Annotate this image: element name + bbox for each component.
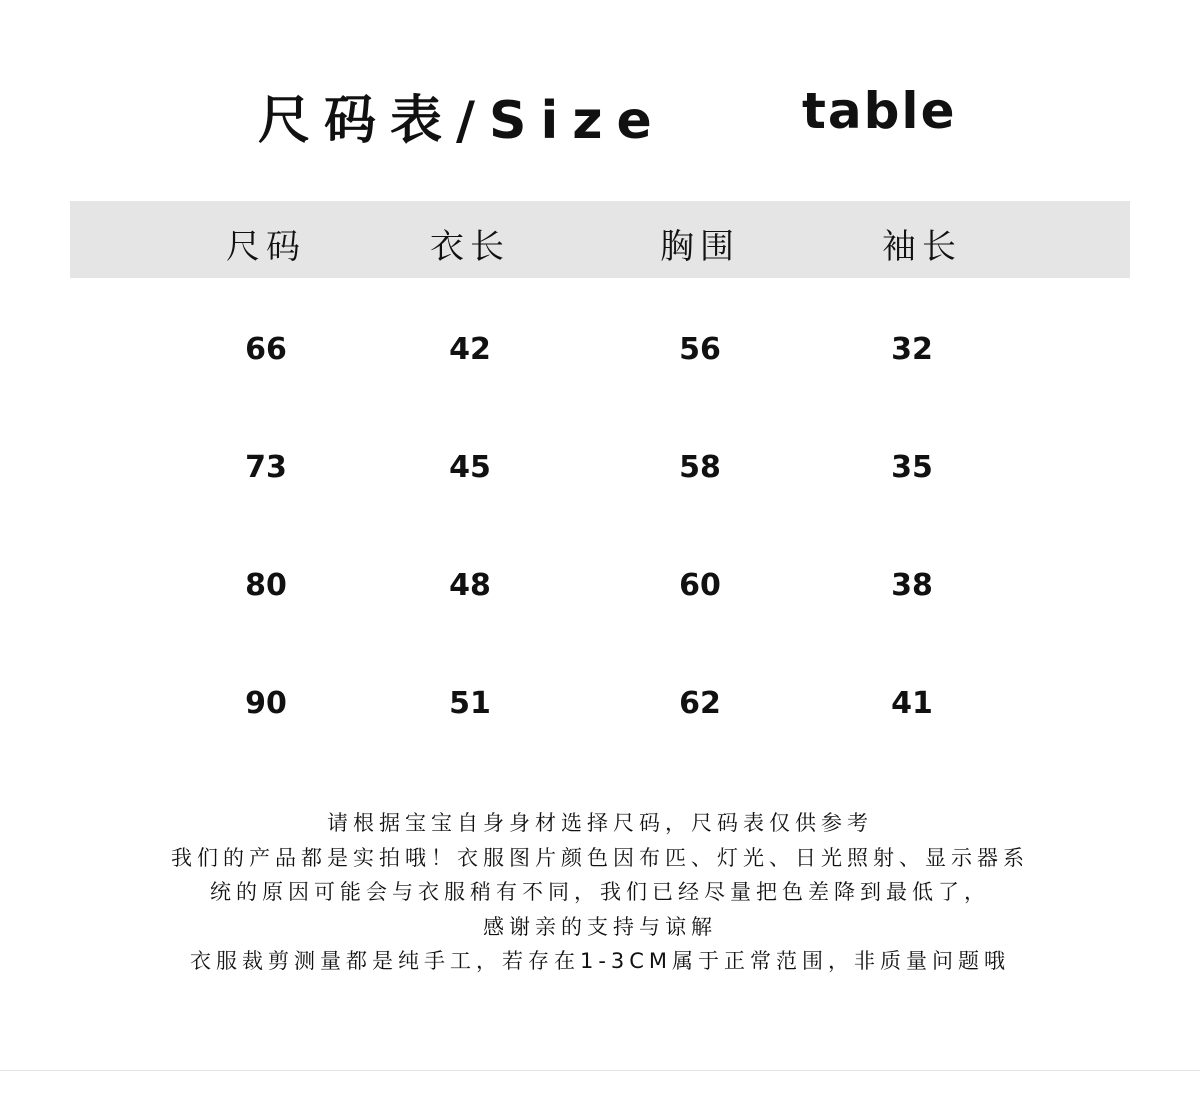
cell-length: 42 (449, 332, 491, 367)
title-right-text: table (802, 82, 957, 140)
size-notes (0, 806, 1200, 979)
table-header-row (70, 201, 1130, 278)
cell-size: 80 (245, 568, 287, 603)
size-table-title (0, 78, 1200, 158)
bottom-divider (0, 1070, 1200, 1071)
title-left-text: 尺码表/Size (258, 91, 666, 151)
table-row (0, 440, 1200, 500)
table-row (0, 558, 1200, 618)
cell-chest: 60 (679, 568, 721, 603)
note-line: 感谢亲的支持与谅解 (483, 914, 717, 939)
note-line: 衣服裁剪测量都是纯手工，若存在1-3CM属于正常范围，非质量问题哦 (189, 949, 1011, 973)
cell-chest: 62 (679, 686, 721, 721)
table-row (0, 676, 1200, 736)
cell-sleeve: 41 (891, 686, 933, 721)
cell-length: 48 (449, 568, 491, 603)
table-row (0, 322, 1200, 382)
cell-size: 73 (245, 450, 287, 485)
header-sleeve: 袖长 (882, 227, 962, 267)
cell-size: 66 (245, 332, 287, 367)
header-length: 衣长 (430, 227, 510, 267)
cell-chest: 58 (679, 450, 721, 485)
cell-length: 51 (449, 686, 491, 721)
cell-chest: 56 (679, 332, 721, 367)
note-line: 统的原因可能会与衣服稍有不同，我们已经尽量把色差降到最低了， (210, 880, 990, 904)
cell-size: 90 (245, 686, 287, 721)
cell-sleeve: 32 (891, 332, 933, 367)
note-line: 我们的产品都是实拍哦！衣服图片颜色因布匹、灯光、日光照射、显示器系 (171, 845, 1029, 870)
cell-sleeve: 35 (891, 450, 933, 485)
header-chest: 胸围 (660, 227, 740, 267)
cell-sleeve: 38 (891, 568, 933, 603)
header-size: 尺码 (226, 227, 306, 267)
note-line: 请根据宝宝自身身材选择尺码，尺码表仅供参考 (327, 811, 873, 835)
cell-length: 45 (449, 450, 491, 485)
